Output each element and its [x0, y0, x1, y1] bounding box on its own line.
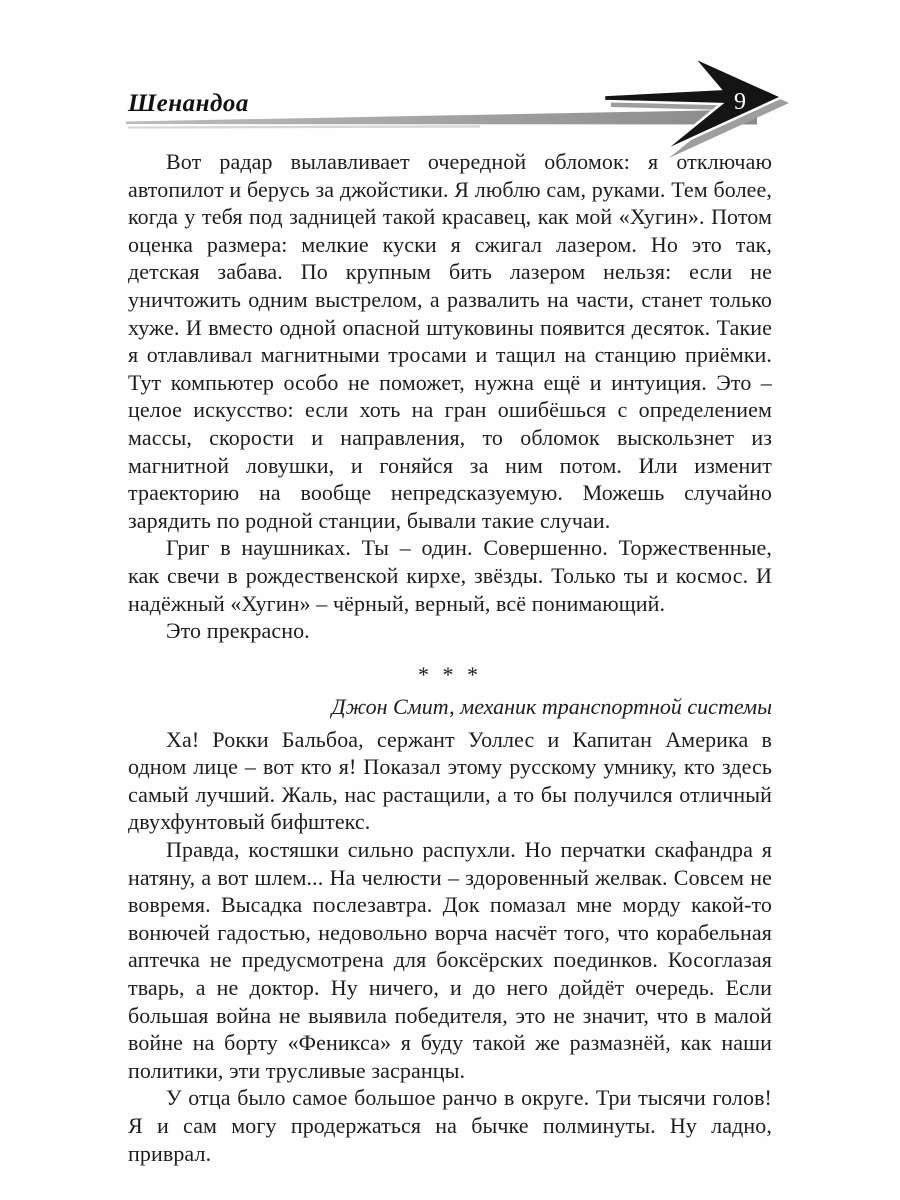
paragraph-grig: Григ в наушниках. Ты – один. Совершенно. Торжественные, как свечи в рождественской кирхе, звёзды. Только ты и космос. И надёжный «Хугин» – чёрный, верный, всё понимающий.	[128, 535, 772, 616]
paragraph-kostyashki: Правда, костяшки сильно распухли. Но перчатки скафандра я натяну, а вот шлем... На челюсти – здоровенный желвак. Совсем не вовремя. Высадка послезавтра. Док помазал мне морду какой-то вонючей гадостью, недовольно ворча насчёт того, что корабельная аптечка не предусмотрена для боксёрских поединков. Косоглазая тварь, а не доктор. Ну ничего, и до него дойдёт очередь. Если большая война не выявила победителя, это не значит, что в малой войне на борту «Феникса» я буду такой же размазнёй, как наши политики, эти трусливые засранцы.	[128, 837, 772, 1083]
page-body	[128, 148, 772, 1167]
paragraph-rocky: Ха! Рокки Бальбоа, сержант Уоллес и Капитан Америка в одном лице – вот кто я! Показал этому русскому умнику, кто здесь самый лучший. Жаль, нас растащили, а то бы получился отличный двухфунтовый бифштекс.	[128, 726, 772, 835]
pov-byline: Джон Смит, механик транспортной системы	[331, 693, 772, 719]
scene-break: * * *	[418, 661, 482, 687]
arrow-shadow	[611, 63, 789, 158]
rule-echo-line	[128, 125, 480, 128]
page-number: 9	[734, 89, 746, 115]
paragraph-radar: Вот радар вылавливает очередной обломок: я отключаю автопилот и берусь за джойстики. Я люблю сам, руками. Тем более, когда у тебя под задницей такой красавец, как мой «Хугин». Потом оценка размера: мелкие куски я сжигал лазером. Но это так, детская забава. По крупным бить лазером нельзя: если не уничтожить одним выстрелом, а развалить на части, станет только хуже. И вместо одной опасной штуковины появится десяток. Такие я отлавливал магнитными тросами и тащил на станцию приёмки. Тут компьютер особо не поможет, нужна ещё и интуиция. Это – целое искусство: если хоть на гран ошибёшься с определением массы, скорости и направления, то обломок выскользнет из магнитной ловушки, и гоняйся за ним потом. Или изменит траекторию на вообще непредсказуемую. Можешь случайно зарядить по родной станции, бывали такие случаи.	[128, 149, 772, 533]
paragraph-rancho: У отца было самое большое ранчо в округе. Три тысячи голов! Я и сам могу продержаться на бычке полминуты. Ну ладно, приврал.	[128, 1085, 772, 1166]
paragraph-prekrasno: Это прекрасно.	[166, 618, 310, 644]
tapered-rule	[126, 110, 757, 125]
running-title: Шенандоа	[128, 90, 249, 117]
